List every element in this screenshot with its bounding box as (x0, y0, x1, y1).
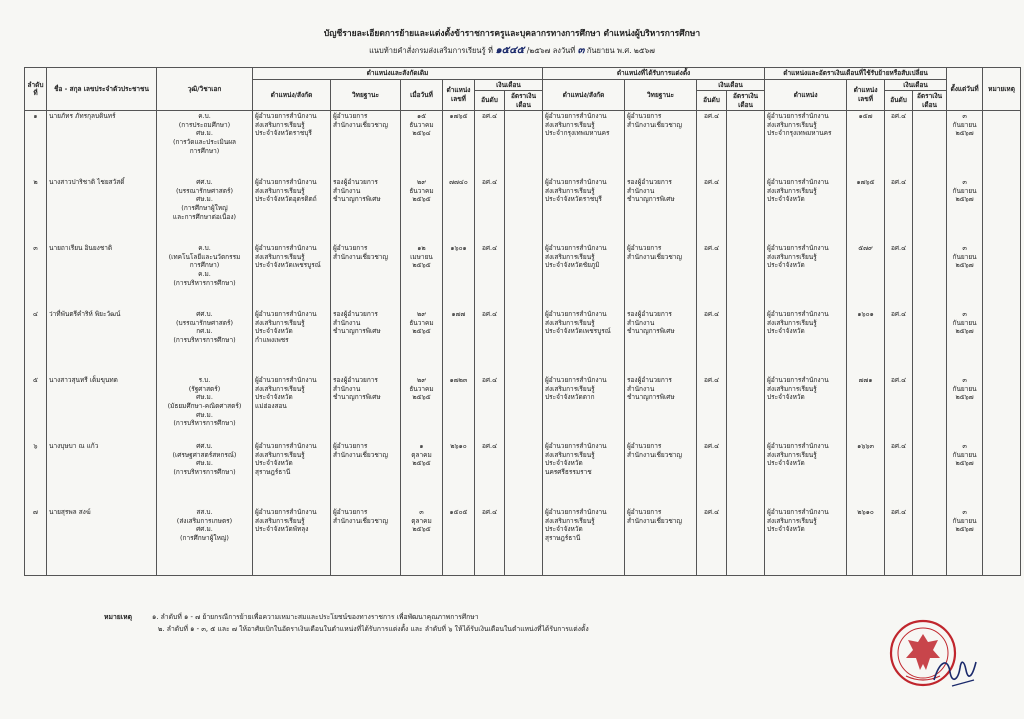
transfer-table (24, 67, 1021, 576)
order-day: ๓ (577, 45, 585, 56)
col-new-level: อันดับ (697, 91, 727, 111)
table-body (25, 111, 1021, 576)
cell-old-rate (505, 177, 543, 243)
table-row (25, 309, 1021, 375)
cell-pay-level: อศ.๔ (885, 111, 913, 178)
cell-new-rate (727, 375, 765, 441)
cell-no: ๔ (25, 309, 47, 375)
cell-old-level: อศ.๔ (475, 243, 505, 309)
cell-remark (983, 441, 1021, 507)
cell-new-rate (727, 309, 765, 375)
cell-old-level: อศ.๔ (475, 177, 505, 243)
cell-new-standing: ผู้อำนวยการ สำนักงานเชี่ยวชาญ (625, 111, 697, 178)
cell-old-pos-no: ๑๗๖๕ (443, 111, 475, 178)
cell-degree: ศศ.บ. (บรรณารักษศาสตร์) กศ.ม. (การบริหารการศึกษา) (157, 309, 253, 375)
col-pay-rate: อัตราเงินเดือน (913, 91, 947, 111)
note-line-2: ๒. ลำดับที่ ๑ - ๓, ๕ และ ๗ ให้อาศัยเบิกในอัตราเงินเดือนในตำแหน่งที่ได้รับการแต่งตั้ง และ ลำดับที่ ๖ ให้ได้รับเงินเดือนในตำแหน่งที่ได้รับการแต่งตั้ง (158, 624, 589, 633)
cell-pay-position: ผู้อำนวยการสำนักงาน ส่งเสริมการเรียนรู้ ประจำจังหวัด (765, 243, 847, 309)
cell-old-position: ผู้อำนวยการสำนักงาน ส่งเสริมการเรียนรู้ ประจำจังหวัด สุราษฎร์ธานี (253, 441, 331, 507)
cell-remark (983, 111, 1021, 178)
col-effective: ตั้งแต่วันที่ (947, 68, 983, 111)
col-pay-salary: เงินเดือน (885, 79, 947, 91)
cell-new-position: ผู้อำนวยการสำนักงาน ส่งเสริมการเรียนรู้ ประจำจังหวัดเพชรบูรณ์ (543, 309, 625, 375)
cell-degree: ร.บ. (รัฐศาสตร์) ศษ.ม. (มัธยมศึกษา-คณิตศาสตร์) ศษ.ม. (การบริหารการศึกษา) (157, 375, 253, 441)
cell-pay-rate (913, 309, 947, 375)
cell-effective: ๓ กันยายน ๒๕๖๗ (947, 243, 983, 309)
cell-pay-rate (913, 441, 947, 507)
table-row (25, 243, 1021, 309)
cell-remark (983, 507, 1021, 576)
cell-new-level: อศ.๔ (697, 375, 727, 441)
col-no: ลำดับที่ (25, 68, 47, 111)
cell-no: ๒ (25, 177, 47, 243)
notes-section (104, 612, 864, 635)
cell-old-standing: รองผู้อำนวยการ สำนักงาน ชำนาญการพิเศษ (331, 309, 401, 375)
cell-old-rate (505, 375, 543, 441)
cell-old-level: อศ.๔ (475, 441, 505, 507)
col-group-new: ตำแหน่งที่ได้รับการแต่งตั้ง (543, 68, 765, 80)
cell-pay-rate (913, 177, 947, 243)
cell-name: นางสาวสุนทรี เต็มขุนทด (47, 375, 157, 441)
cell-degree: สส.บ. (ส่งเสริมการเกษตร) ศศ.ม. (การศึกษาผู้ใหญ่) (157, 507, 253, 576)
cell-pay-pos-no: ๑๖๐๑ (847, 309, 885, 375)
cell-new-standing: ผู้อำนวยการ สำนักงานเชี่ยวชาญ (625, 243, 697, 309)
cell-new-position: ผู้อำนวยการสำนักงาน ส่งเสริมการเรียนรู้ ประจำจังหวัด สุราษฎร์ธานี (543, 507, 625, 576)
order-number: ๑๕๔๕ (495, 45, 525, 56)
cell-old-position: ผู้อำนวยการสำนักงาน ส่งเสริมการเรียนรู้ ประจำจังหวัดพัทลุง (253, 507, 331, 576)
cell-old-since: ๑ ตุลาคม ๒๕๖๕ (401, 441, 443, 507)
cell-pay-level: อศ.๔ (885, 177, 913, 243)
cell-new-position: ผู้อำนวยการสำนักงาน ส่งเสริมการเรียนรู้ ประจำจังหวัดตาก (543, 375, 625, 441)
cell-degree: ค.บ. (เทคโนโลยีและนวัตกรรม การศึกษา) ค.ม. (การบริหารการศึกษา) (157, 243, 253, 309)
note-line-1: ๑. ลำดับที่ ๑ - ๗ ย้ายกรณีการย้ายเพื่อความเหมาะสมและประโยชน์ของทางราชการ เพื่อพัฒนาคุณภาพการศึกษา (152, 613, 479, 621)
col-degree: วุฒิ/วิชาเอก (157, 68, 253, 111)
cell-new-level: อศ.๔ (697, 441, 727, 507)
cell-effective: ๓ กันยายน ๒๕๖๗ (947, 507, 983, 576)
cell-pay-level: อศ.๔ (885, 507, 913, 576)
col-new-rate: อัตราเงินเดือน (727, 91, 765, 111)
cell-pay-level: อศ.๔ (885, 243, 913, 309)
cell-effective: ๓ กันยายน ๒๕๖๗ (947, 441, 983, 507)
cell-old-pos-no: ๑๕๐๕ (443, 507, 475, 576)
cell-name: นางสาวปาริชาติ ไชยสวัสดิ์ (47, 177, 157, 243)
notes-label: หมายเหตุ (104, 613, 132, 621)
cell-pay-pos-no: ๑๖๖๓ (847, 441, 885, 507)
cell-old-pos-no: ๒๖๑๐ (443, 441, 475, 507)
cell-degree: ค.บ. (การประถมศึกษา) ศษ.ม. (การวัดและประเมินผล การศึกษา) (157, 111, 253, 178)
cell-old-level: อศ.๔ (475, 507, 505, 576)
cell-effective: ๓ กันยายน ๒๕๖๗ (947, 177, 983, 243)
cell-old-rate (505, 243, 543, 309)
cell-old-pos-no: ๑๗๒๓ (443, 375, 475, 441)
col-new-standing: วิทยฐานะ (625, 79, 697, 111)
cell-new-standing: ผู้อำนวยการ สำนักงานเชี่ยวชาญ (625, 441, 697, 507)
subtitle-prefix: แนบท้ายคำสั่งกรมส่งเสริมการเรียนรู้ ที่ (369, 46, 493, 55)
cell-remark (983, 243, 1021, 309)
cell-pay-rate (913, 111, 947, 178)
table-row (25, 507, 1021, 576)
cell-name: ว่าที่พันตรีคำริห์ พิยะวัฒน์ (47, 309, 157, 375)
cell-old-position: ผู้อำนวยการสำนักงาน ส่งเสริมการเรียนรู้ ประจำจังหวัด กำแพงเพชร (253, 309, 331, 375)
cell-pay-position: ผู้อำนวยการสำนักงาน ส่งเสริมการเรียนรู้ ประจำจังหวัด (765, 507, 847, 576)
cell-old-standing: ผู้อำนวยการ สำนักงานเชี่ยวชาญ (331, 441, 401, 507)
cell-new-position: ผู้อำนวยการสำนักงาน ส่งเสริมการเรียนรู้ ประจำจังหวัดราชบุรี (543, 177, 625, 243)
cell-old-since: ๒๙ ธันวาคม ๒๕๖๕ (401, 309, 443, 375)
cell-name: นายภัทร ภัทรกุลบดินทร์ (47, 111, 157, 178)
cell-effective: ๓ กันยายน ๒๕๖๗ (947, 309, 983, 375)
cell-no: ๑ (25, 111, 47, 178)
cell-old-pos-no: ๑๖๐๑ (443, 243, 475, 309)
cell-effective: ๓ กันยายน ๒๕๖๗ (947, 375, 983, 441)
cell-remark (983, 177, 1021, 243)
table-row (25, 177, 1021, 243)
cell-name: นายถาเรียน อินยงชาติ (47, 243, 157, 309)
cell-new-position: ผู้อำนวยการสำนักงาน ส่งเสริมการเรียนรู้ ประจำจังหวัด นครศรีธรรมราช (543, 441, 625, 507)
cell-pay-pos-no: ๑๕๗ (847, 111, 885, 178)
cell-old-pos-no: ๗๗๔๐ (443, 177, 475, 243)
subtitle-suffix: กันยายน พ.ศ. ๒๕๖๗ (586, 46, 655, 55)
cell-old-since: ๒๙ ธันวาคม ๒๕๖๕ (401, 375, 443, 441)
cell-remark (983, 309, 1021, 375)
cell-new-standing: รองผู้อำนวยการ สำนักงาน ชำนาญการพิเศษ (625, 177, 697, 243)
cell-pay-level: อศ.๔ (885, 309, 913, 375)
col-name: ชื่อ - สกุล เลขประจำตัวประชาชน (47, 68, 157, 111)
cell-pay-pos-no: ๕๗๙ (847, 243, 885, 309)
cell-old-standing: ผู้อำนวยการ สำนักงานเชี่ยวชาญ (331, 111, 401, 178)
col-group-pay: ตำแหน่งและอัตราเงินเดือนที่ใช้รับย้ายหรือสับเปลี่ยน (765, 68, 947, 80)
col-new-salary: เงินเดือน (697, 79, 765, 91)
cell-old-standing: รองผู้อำนวยการ สำนักงาน ชำนาญการพิเศษ (331, 375, 401, 441)
cell-pay-level: อศ.๔ (885, 375, 913, 441)
cell-pay-pos-no: ๑๗๖๕ (847, 177, 885, 243)
cell-old-position: ผู้อำนวยการสำนักงาน ส่งเสริมการเรียนรู้ ประจำจังหวัด แม่ฮ่องสอน (253, 375, 331, 441)
cell-no: ๗ (25, 507, 47, 576)
cell-degree: ศศ.บ. (บรรณารักษศาสตร์) ศษ.ม. (การศึกษาผู้ใหญ่ และการศึกษาต่อเนื่อง) (157, 177, 253, 243)
cell-old-pos-no: ๑๗๗ (443, 309, 475, 375)
table-row (25, 375, 1021, 441)
cell-old-rate (505, 309, 543, 375)
cell-new-rate (727, 441, 765, 507)
cell-pay-rate (913, 243, 947, 309)
cell-old-standing: ผู้อำนวยการ สำนักงานเชี่ยวชาญ (331, 243, 401, 309)
col-old-position: ตำแหน่ง/สังกัด (253, 79, 331, 111)
cell-name: นางบุษบา ณ แก้ว (47, 441, 157, 507)
cell-new-standing: ผู้อำนวยการ สำนักงานเชี่ยวชาญ (625, 507, 697, 576)
cell-old-rate (505, 507, 543, 576)
cell-pay-position: ผู้อำนวยการสำนักงาน ส่งเสริมการเรียนรู้ ประจำกรุงเทพมหานคร (765, 111, 847, 178)
cell-new-level: อศ.๔ (697, 177, 727, 243)
cell-old-standing: ผู้อำนวยการ สำนักงานเชี่ยวชาญ (331, 507, 401, 576)
subtitle-middle: /๒๕๖๗ ลงวันที่ (526, 46, 576, 55)
cell-effective: ๓ กันยายน ๒๕๖๗ (947, 111, 983, 178)
cell-old-since: ๑๒ เมษายน ๒๕๖๕ (401, 243, 443, 309)
col-pay-pos-no: ตำแหน่งเลขที่ (847, 79, 885, 111)
col-old-standing: วิทยฐานะ (331, 79, 401, 111)
cell-old-since: ๒๙ ธันวาคม ๒๕๖๕ (401, 177, 443, 243)
col-old-pos-no: ตำแหน่งเลขที่ (443, 79, 475, 111)
cell-pay-rate (913, 507, 947, 576)
col-pay-level: อันดับ (885, 91, 913, 111)
cell-new-position: ผู้อำนวยการสำนักงาน ส่งเสริมการเรียนรู้ ประจำกรุงเทพมหานคร (543, 111, 625, 178)
cell-old-position: ผู้อำนวยการสำนักงาน ส่งเสริมการเรียนรู้ ประจำจังหวัดอุตรดิตถ์ (253, 177, 331, 243)
cell-new-level: อศ.๔ (697, 243, 727, 309)
document-subtitle (0, 43, 1024, 58)
cell-remark (983, 375, 1021, 441)
cell-pay-pos-no: ๗๗๑ (847, 375, 885, 441)
cell-pay-position: ผู้อำนวยการสำนักงาน ส่งเสริมการเรียนรู้ ประจำจังหวัด (765, 177, 847, 243)
cell-old-level: อศ.๔ (475, 375, 505, 441)
cell-pay-rate (913, 375, 947, 441)
col-new-position: ตำแหน่ง/สังกัด (543, 79, 625, 111)
document-title: บัญชีรายละเอียดการย้ายและแต่งตั้งข้าราชการครูและบุคลากรทางการศึกษา ตำแหน่งผู้บริหารการศึกษา (323, 29, 701, 39)
cell-old-standing: รองผู้อำนวยการ สำนักงาน ชำนาญการพิเศษ (331, 177, 401, 243)
signature-icon (930, 650, 980, 690)
cell-old-rate (505, 441, 543, 507)
cell-new-rate (727, 177, 765, 243)
cell-new-rate (727, 243, 765, 309)
col-remark: หมายเหตุ (983, 68, 1021, 111)
cell-old-rate (505, 111, 543, 178)
cell-new-standing: รองผู้อำนวยการ สำนักงาน ชำนาญการพิเศษ (625, 375, 697, 441)
cell-new-standing: รองผู้อำนวยการ สำนักงาน ชำนาญการพิเศษ (625, 309, 697, 375)
cell-pay-pos-no: ๒๖๑๐ (847, 507, 885, 576)
cell-new-rate (727, 507, 765, 576)
col-old-since: เมื่อวันที่ (401, 79, 443, 111)
cell-new-position: ผู้อำนวยการสำนักงาน ส่งเสริมการเรียนรู้ ประจำจังหวัดชัยภูมิ (543, 243, 625, 309)
cell-no: ๕ (25, 375, 47, 441)
cell-old-since: ๓ ตุลาคม ๒๕๖๕ (401, 507, 443, 576)
cell-old-position: ผู้อำนวยการสำนักงาน ส่งเสริมการเรียนรู้ ประจำจังหวัดราชบุรี (253, 111, 331, 178)
cell-pay-level: อศ.๔ (885, 441, 913, 507)
cell-no: ๓ (25, 243, 47, 309)
cell-old-since: ๑๕ ธันวาคม ๒๕๖๔ (401, 111, 443, 178)
cell-new-level: อศ.๔ (697, 507, 727, 576)
cell-old-level: อศ.๔ (475, 111, 505, 178)
col-group-old: ตำแหน่งและสังกัดเดิม (253, 68, 543, 80)
cell-degree: ศศ.บ. (เศรษฐศาสตร์สหกรณ์) ศษ.ม. (การบริหารการศึกษา) (157, 441, 253, 507)
cell-new-level: อศ.๔ (697, 309, 727, 375)
table-row (25, 111, 1021, 178)
cell-pay-position: ผู้อำนวยการสำนักงาน ส่งเสริมการเรียนรู้ ประจำจังหวัด (765, 309, 847, 375)
col-old-rate: อัตราเงินเดือน (505, 91, 543, 111)
cell-pay-position: ผู้อำนวยการสำนักงาน ส่งเสริมการเรียนรู้ ประจำจังหวัด (765, 441, 847, 507)
cell-name: นายสุรพล สงฆ์ (47, 507, 157, 576)
table-row (25, 441, 1021, 507)
cell-old-level: อศ.๔ (475, 309, 505, 375)
cell-new-rate (727, 111, 765, 178)
cell-new-level: อศ.๔ (697, 111, 727, 178)
col-pay-position: ตำแหน่ง (765, 79, 847, 111)
cell-no: ๖ (25, 441, 47, 507)
cell-old-position: ผู้อำนวยการสำนักงาน ส่งเสริมการเรียนรู้ ประจำจังหวัดเพชรบูรณ์ (253, 243, 331, 309)
col-old-level: อันดับ (475, 91, 505, 111)
col-old-salary: เงินเดือน (475, 79, 543, 91)
cell-pay-position: ผู้อำนวยการสำนักงาน ส่งเสริมการเรียนรู้ ประจำจังหวัด (765, 375, 847, 441)
